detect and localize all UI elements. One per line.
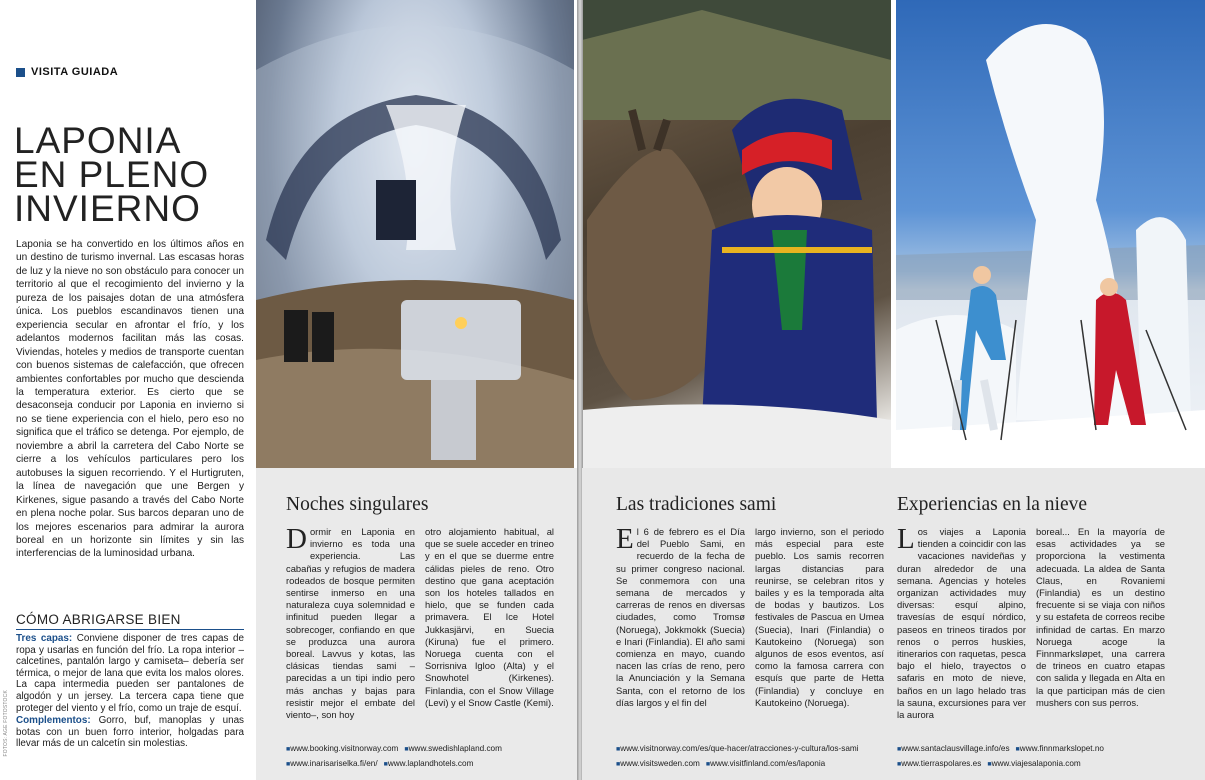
web-link[interactable]: ■ www.tierraspolares.es [897,757,981,772]
snow-illustration [896,0,1205,468]
article-title: Experiencias en la nieve [897,494,1088,515]
article-noches-singulares [256,468,578,780]
web-link[interactable]: ■ www.visitnorway.com/es/que-hacer/atracciones-y-cultura/los-sami [616,742,859,757]
article-column: boreal... En la mayoría de esas actividades ya se proporciona la vestimenta adecuada. La aldea de Santa Claus, en Rovaniemi (Finlandia) es un destino frecuente si se viaja con niños y su estafeta de correos recibe infinidad de cartas. En marzo Noruega acoge la Finnmarksløpet, una carrera de trineos en cuatro etapas con salida y llegada en Alta en la que participan más de cien mushers con sus perros. [1036,526,1165,708]
article-title: Noches singulares [286,494,429,515]
web-link[interactable]: ■ www.visitsweden.com [616,757,700,772]
drop-cap: E [616,523,634,555]
article-column [616,523,745,709]
headline [14,120,250,229]
links-row [616,742,886,757]
article-tradiciones-sami [582,468,891,780]
article-title: Las tradiciones sami [616,494,777,515]
article-links [897,742,1197,772]
web-link[interactable]: ■ www.viajesalaponia.com [987,757,1080,772]
article-column: otro alojamiento habitual, al que se suele acceder en trineo y en el que se duerme entre cálidas pieles de reno. Otro destino que gana aceptación son los hoteles tallados en hielo, que se funden cada primavera. El Ice Hotel Jukkasjärvi, en Suecia (Kiruna) fue el primero. Noruega cuenta con el Sorrisniva Igloo (Alta) y el Snowhotel (Kirkenes). Finlandia, con el Snow Village (Levi) y el Snow Castle (Kemi). [425,526,554,708]
layers-label: Tres capas: [16,633,73,644]
links-row [616,757,886,772]
web-link[interactable]: ■ www.booking.visitnorway.com [286,742,398,757]
drop-cap: D [286,523,307,555]
drop-cap: L [897,523,915,555]
article-column: largo invierno, son el periodo más especial para este pueblo. Los samis recorren largas distancias para reunirse, se celebran ritos y bailes y es la temporada alta de bodas y bautizos. Los festivales de Pascua en Umea (Suecia), Inari (Finlandia) o Kautokeino (Noruega) son algunos de esos eventos, así como la famosa carrera con esquís que parte de Hetta (Finlandia) y concluye en Kautokeino (Noruega). [755,526,884,708]
column-text: ormir en Laponia en invierno es toda una experiencia. Las cabañas y refugios de madera rodeados de bosque permiten sentirse inmerso en una naturaleza cuya solemnidad e infinitud pueden llegar a sobrecoger, confiando en que se produzca una aurora boreal. Lavvus y kotas, las clásicas tiendas sami –parecidas a un tipi indio pero más anchas y bajas para resistir mejor el embate del viento–, son hoy [286,526,415,721]
web-link[interactable]: ■ www.inarisariselka.fi/en/ [286,757,378,772]
article-column [897,523,1026,721]
section-tag [16,66,118,78]
sami-child-reindeer-photo [582,0,891,468]
web-link[interactable]: ■ www.visitfinland.com/es/laponia [706,757,825,772]
how-to-dress-text [16,633,244,750]
column-text: l 6 de febrero es el Día del Pueblo Sami, en recuerdo de la fecha de su primer congreso nacional. Se conmemora con una semana de mercados y carreras de renos en diversas ciudades, como Tromsø (Noruega), Jokkmokk (Suecia) e Inari (Finlandia). El año sami comienza en mayo, cuando nacen las crías de reno, pero la Anunciación y la Semana Santa, con el retorno de los días largos y el fin del [616,526,745,708]
layers-paragraph [16,633,244,714]
ice-hotel-photo [256,0,574,468]
sami-illustration [582,0,891,468]
headline-line: EN PLENO [14,154,210,195]
ice-hotel-illustration [256,0,574,468]
intro-column [0,0,256,780]
layers-text: Conviene disponer de tres capas de ropa y usarlas en función del frío. La ropa interior –calcetines, pantalón largo y camiseta– debería ser térmica, o mejor de lana que evita los malos olores. La capa intermedia pueden ser pantalones de algodón y un jersey. La tercera capa tiene que proteger del viento y el frío, como un traje de esquí. [16,633,244,714]
article-body [897,523,1165,721]
article-links [616,742,886,772]
article-links [286,742,566,772]
article-experiencias-nieve [891,468,1205,780]
article-body [286,523,554,721]
extras-text: Gorro, buf, manoplas y unas botas con un buen forro interior, holgadas para llevar más de un calcetín sin molestias. [16,715,244,750]
links-row [286,757,566,772]
links-row [897,742,1197,757]
photo-credit: FOTOS: AGE FOTOSTOCK [3,690,9,757]
web-link[interactable]: ■ www.santaclausvillage.info/es [897,742,1010,757]
headline-line: INVIERNO [14,188,201,229]
article-column [286,523,415,721]
web-link[interactable]: ■ www.finnmarkslopet.no [1016,742,1104,757]
web-link[interactable]: ■ www.swedishlapland.com [404,742,502,757]
intro-text: Laponia se ha convertido en los últimos años en un destino de turismo invernal. Las escasas horas de luz y la nieve no son obstáculo para conocer un territorio al que el recogimiento del invierno y la pureza de los paisajes dotan de una atmósfera única. Los pueblos escandinavos tienen una experiencia secular en afrontar el frío, y los adelantos modernos facilitan más las cosas. Viviendas, hoteles y medios de transporte cuentan con buenos sistemas de calefacción, que ofrecen ambientes confortables por mucho que descienda la temperatura exterior. Es cierto que se desaconseja conducir por Laponia en invierno si no se tiene experiencia con el hielo, pero eso no significa que el tráfico se detenga. Por ejemplo, de noviembre a abril la carretera del Cabo Norte se cierre a los vehículos particulares pero los autobuses la siguen recorriendo. Y el Hurtigruten, la línea de navegación que une Bergen y Kirkenes, sigue pasando a través del Cabo Norte en plena noche polar. Sus barcos deparan uno de los mejores escenarios para admirar la aurora boreal en un horizonte sin límites y sin las interferencias de la luminosidad urbana. [16,239,244,560]
links-row [286,742,566,757]
web-link[interactable]: ■ www.laplandhotels.com [384,757,474,772]
headline-line: LAPONIA [14,120,182,161]
article-body [616,523,884,709]
links-row [897,757,1197,772]
snow-skiers-photo [896,0,1205,468]
how-to-dress-title: CÓMO ABRIGARSE BIEN [16,612,244,630]
extras-paragraph [16,715,244,750]
extras-label: Complementos: [16,715,91,727]
section-square-icon [16,68,25,77]
column-text: os viajes a Laponia tienden a coincidir con las vacaciones navideñas y duran alrededor de una semana. Agencias y hoteles organizan actividades muy diversas: esquí alpino, travesías de esquí nórdico, paseos en trineos tirados por renos o perros huskies, itinerarios con raquetas, pesca bajo el hielo, trayectos o safaris en moto de nieve, baños en un lago helado tras la sauna, excursiones para ver la aurora [897,526,1026,721]
section-label: VISITA GUIADA [31,66,119,78]
